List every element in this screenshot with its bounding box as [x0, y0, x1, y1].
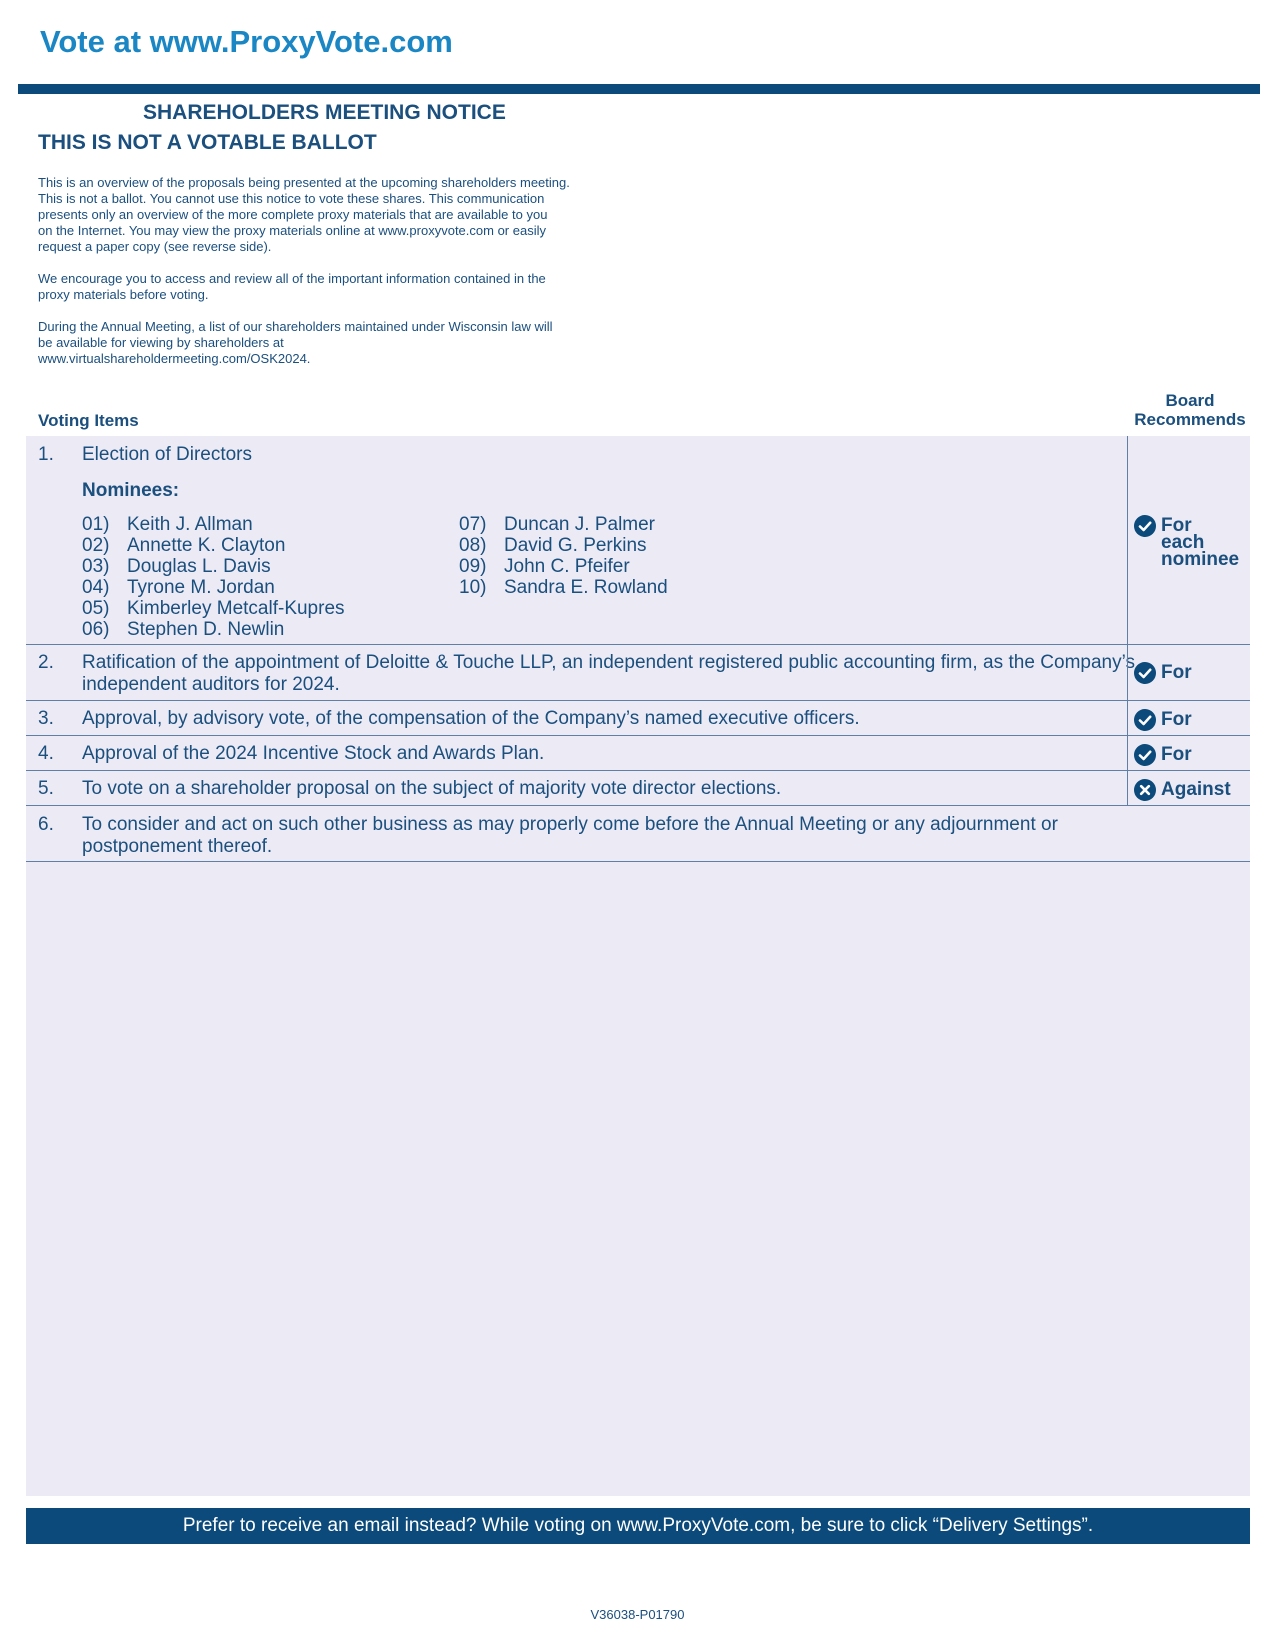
recommendation-label: For: [1161, 662, 1192, 683]
recommendation-label: For: [1161, 744, 1192, 765]
voting-items-heading: Voting Items: [38, 411, 139, 430]
item-number: 4.: [38, 743, 54, 764]
nominees-column-left: [82, 514, 345, 640]
item-number: 1.: [38, 444, 54, 465]
item-number: 6.: [38, 814, 54, 835]
board-recommendation-cell: [1127, 736, 1250, 770]
nominee-item: 04) Tyrone M. Jordan: [82, 577, 275, 598]
recommendation-label: Against: [1161, 779, 1231, 800]
recommendation-label: For each nominee: [1161, 515, 1240, 570]
check-circle-icon: [1134, 709, 1156, 731]
voting-item-2: [26, 645, 1250, 701]
header-divider: [18, 84, 1260, 94]
nominee-item: 06) Stephen D. Newlin: [82, 619, 285, 640]
item-text: Election of Directors: [82, 444, 253, 465]
voting-item-1: [26, 436, 1250, 645]
nominee-item: 08) David G. Perkins: [459, 535, 647, 556]
item-number: 2.: [38, 652, 54, 673]
notice-subtitle: THIS IS NOT A VOTABLE BALLOT: [38, 131, 377, 154]
nominee-item: 02) Annette K. Clayton: [82, 535, 286, 556]
item-number: 3.: [38, 708, 54, 729]
voting-item-4: [26, 736, 1250, 771]
item-text: To consider and act on such other business as may properly come before the Annual Meeting or any adjournment or postponement thereof.: [82, 814, 1058, 857]
site-header-title[interactable]: Vote at www.ProxyVote.com: [40, 24, 453, 59]
x-circle-icon: [1134, 779, 1156, 801]
intro-text: [38, 175, 658, 383]
nominees-label: Nominees:: [82, 480, 180, 501]
nominee-item: 09) John C. Pfeifer: [459, 556, 630, 577]
voting-item-6: [26, 806, 1250, 862]
item-text: Approval, by advisory vote, of the compensation of the Company’s named executive officers.: [82, 708, 860, 729]
intro-paragraph: This is an overview of the proposals being presented at the upcoming shareholders meeting. This is not a ballot. You cannot use this notice to vote these shares. This communication presents only an overview of the more complete proxy materials that are available to you on the Internet. You may view the proxy materials online at www.proxyvote.com or easily request a paper copy (see reverse side).: [38, 175, 570, 254]
item-text: Ratification of the appointment of Deloitte & Touche LLP, an independent registered public accounting firm, as the Company’s independent auditors for 2024.: [82, 652, 1135, 695]
board-recommendation-cell: [1127, 645, 1250, 700]
nominee-item: 07) Duncan J. Palmer: [459, 514, 656, 535]
check-circle-icon: [1134, 515, 1156, 537]
voting-item-3: [26, 701, 1250, 736]
intro-paragraph: During the Annual Meeting, a list of our shareholders maintained under Wisconsin law will be available for viewing by shareholders at www.virtualshareholdermeeting.com/OSK2024.: [38, 319, 553, 366]
nominee-item: 03) Douglas L. Davis: [82, 556, 271, 577]
document-code: V36038-P01790: [590, 1607, 685, 1622]
check-circle-icon: [1134, 744, 1156, 766]
board-recommendation-cell: [1127, 771, 1250, 805]
item-number: 5.: [38, 778, 54, 799]
notice-title: SHAREHOLDERS MEETING NOTICE: [143, 101, 506, 124]
delivery-settings-banner: Prefer to receive an email instead? While voting on www.ProxyVote.com, be sure to click “Delivery Settings”.: [26, 1508, 1250, 1544]
board-recommends-heading: Board Recommends: [1134, 391, 1246, 429]
intro-paragraph: We encourage you to access and review all of the important information contained in the proxy materials before voting.: [38, 271, 546, 302]
board-recommendation: [1134, 664, 1192, 684]
board-recommendation: [1134, 517, 1239, 568]
check-circle-icon: [1134, 662, 1156, 684]
nominee-item: 10) Sandra E. Rowland: [459, 577, 668, 598]
nominees-column-right: [459, 514, 668, 598]
nominee-item: 05) Kimberley Metcalf-Kupres: [82, 598, 345, 619]
board-recommendation: [1134, 711, 1192, 731]
recommendation-label: For: [1161, 709, 1192, 730]
item-text: Approval of the 2024 Incentive Stock and Awards Plan.: [82, 743, 545, 764]
voting-item-5: [26, 771, 1250, 806]
nominee-item: 01) Keith J. Allman: [82, 514, 253, 535]
board-recommendation-cell: [1127, 701, 1250, 735]
item-text: To vote on a shareholder proposal on the subject of majority vote director elections.: [82, 778, 782, 799]
board-recommendation: [1134, 781, 1231, 801]
board-recommendation-cell: [1127, 436, 1250, 644]
board-recommendation: [1134, 746, 1192, 766]
